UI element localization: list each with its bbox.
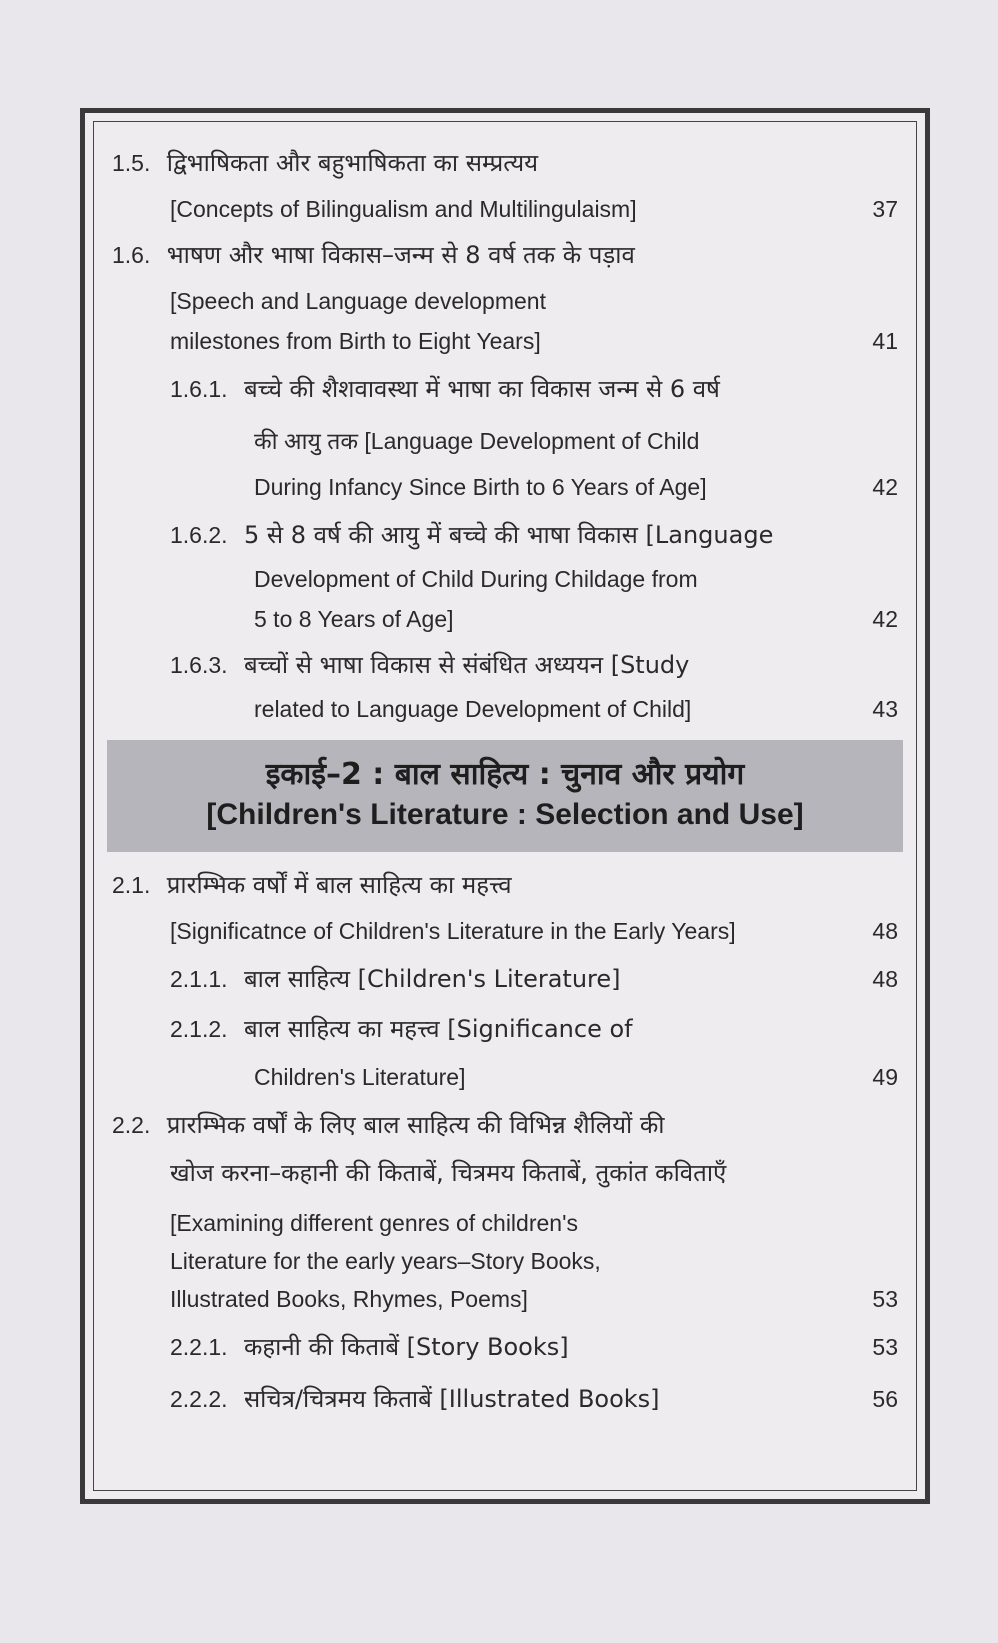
entry-line: 5 to 8 Years of Age] — [254, 606, 454, 632]
entry-line: [Significatnce of Children's Literature in the Early Years] — [170, 918, 736, 944]
page-number: 53 — [872, 1286, 898, 1312]
unit-title-english: [Children's Literature : Selection and Use] — [206, 798, 804, 831]
page-number: 53 — [872, 1334, 898, 1360]
entry-1-6-1-heading — [170, 374, 720, 404]
entry-number: 1.6.1. — [170, 376, 228, 402]
entry-line: Illustrated Books, Rhymes, Poems] — [170, 1286, 528, 1312]
entry-number: 2.1. — [112, 872, 151, 898]
entry-number: 1.6.2. — [170, 522, 228, 548]
page-number: 42 — [872, 474, 898, 500]
entry-line: Children's Literature] — [254, 1064, 466, 1090]
contents-frame — [80, 108, 930, 1504]
entry-2-1-heading — [112, 870, 512, 900]
entry-number: 2.2.2. — [170, 1386, 228, 1412]
entry-number: 2.1.1. — [170, 966, 228, 992]
entry-title-hindi: बाल साहित्य [Children's Literature] — [243, 965, 621, 993]
entry-2-1-2-heading — [170, 1014, 633, 1044]
entry-title-hindi: 5 से 8 वर्ष की आयु में बच्चे की भाषा विकास [Language — [243, 521, 774, 549]
entry-2-2-2-heading — [170, 1384, 660, 1414]
entry-2-1-1-heading — [170, 964, 621, 994]
entry-title-hindi: बच्चों से भाषा विकास से संबंधित अध्ययन [Study — [243, 651, 690, 679]
entry-line: During Infancy Since Birth to 6 Years of Age] — [254, 474, 707, 500]
page-number: 48 — [872, 966, 898, 992]
page-number: 48 — [872, 918, 898, 944]
entry-number: 1.5. — [112, 150, 151, 176]
page-number: 56 — [872, 1386, 898, 1412]
entry-1-6-heading — [112, 240, 635, 270]
entry-title-hindi: द्विभाषिकता और बहुभाषिकता का सम्प्रत्यय — [166, 149, 539, 177]
entry-line: Development of Child During Childage from — [254, 566, 698, 592]
entry-line: milestones from Birth to Eight Years] — [170, 328, 541, 354]
entry-number: 2.2. — [112, 1112, 151, 1138]
entry-title-hindi: भाषण और भाषा विकास–जन्म से 8 वर्ष तक के पड़ाव — [166, 241, 635, 269]
entry-line: related to Language Development of Child] — [254, 696, 692, 722]
entry-line: [Examining different genres of children's — [170, 1210, 578, 1236]
entry-1-6-3-heading — [170, 650, 689, 680]
entry-title-hindi: बाल साहित्य का महत्त्व [Significance of — [243, 1015, 633, 1043]
entry-number: 1.6.3. — [170, 652, 228, 678]
entry-1-6-2-heading — [170, 520, 773, 550]
entry-line: Literature for the early years–Story Books, — [170, 1248, 601, 1274]
entry-2-2-heading — [112, 1110, 665, 1140]
entry-number: 2.1.2. — [170, 1016, 228, 1042]
entry-title-hindi: सचित्र/चित्रमय किताबें [Illustrated Books] — [243, 1385, 660, 1413]
contents-inner-frame — [93, 121, 917, 1491]
entry-title-hindi: कहानी की किताबें [Story Books] — [243, 1333, 569, 1361]
page-number: 41 — [872, 328, 898, 354]
page-number: 49 — [872, 1064, 898, 1090]
entry-title-hindi: प्रारम्भिक वर्षों के लिए बाल साहित्य की विभिन्न शैलियों की — [166, 1111, 665, 1139]
entry-line: की आयु तक [Language Development of Child — [254, 428, 700, 454]
page-number: 42 — [872, 606, 898, 632]
unit-heading-band — [107, 740, 903, 852]
entry-2-2-1-heading — [170, 1332, 569, 1362]
entry-title-hindi: प्रारम्भिक वर्षों में बाल साहित्य का महत्त्व — [166, 871, 512, 899]
entry-1-5-heading — [112, 148, 538, 178]
unit-title-hindi: इकाई–2 : बाल साहित्य : चुनाव और प्रयोग — [265, 757, 745, 792]
page-number: 43 — [872, 696, 898, 722]
entry-line: [Concepts of Bilingualism and Multilingulaism] — [170, 196, 637, 222]
entry-number: 1.6. — [112, 242, 151, 268]
entry-line-hindi: खोज करना–कहानी की किताबें, चित्रमय किताबें, तुकांत कविताएँ — [170, 1159, 727, 1187]
entry-line: [Speech and Language development — [170, 288, 546, 314]
entry-number: 2.2.1. — [170, 1334, 228, 1360]
entry-title-hindi: बच्चे की शैशवावस्था में भाषा का विकास जन्म से 6 वर्ष — [243, 375, 720, 403]
page-number: 37 — [872, 196, 898, 222]
